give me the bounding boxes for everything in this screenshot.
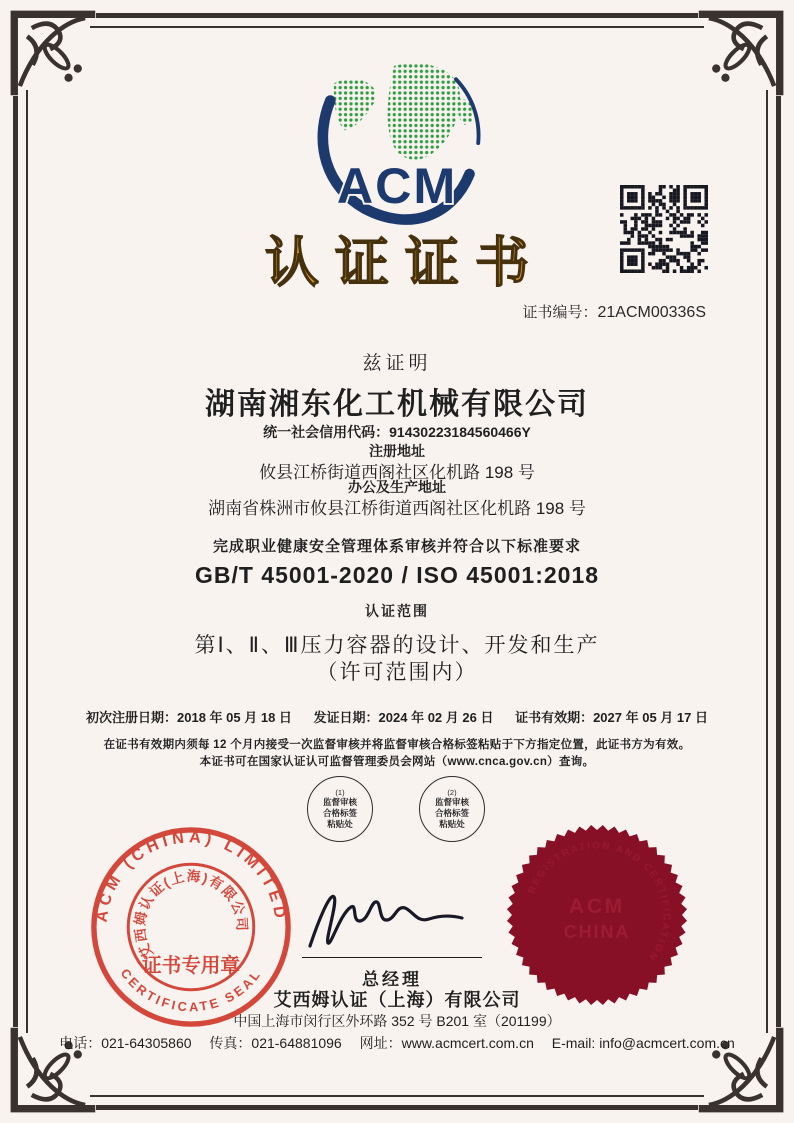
- signature-handwriting: [294, 876, 490, 956]
- emboss-center-line-1: ACM: [568, 895, 626, 919]
- surveillance-sticker-circle-1: [307, 776, 373, 842]
- sticker-line: 监督审核: [434, 797, 469, 808]
- office-address: 湖南省株洲市攸县江桥街道西阁社区化机路 198 号: [208, 499, 586, 518]
- credit-code-line: 统一社会信用代码：91430223184560466Y: [263, 424, 531, 440]
- svg-text:艾西姆认证(上海)有限公司: [119, 855, 253, 961]
- dates-line: [0, 707, 794, 726]
- border-bottom-thin: [90, 1095, 704, 1097]
- statement-line: 兹证明: [362, 353, 432, 374]
- issuer-phone: 电话：021-64305860: [59, 1035, 192, 1051]
- initial-registration-date: 初次注册日期：2018 年 05 月 18 日: [86, 710, 292, 725]
- audit-statement: 完成职业健康安全管理体系审核并符合以下标准要求: [212, 538, 581, 555]
- signature-block: [302, 876, 482, 990]
- logo-acronym: ACM: [336, 158, 458, 214]
- certificate-number: [522, 301, 706, 322]
- scope-line-2: （许可范围内）: [316, 661, 478, 684]
- issuer-website: 网址：www.acmcert.com.cn: [359, 1035, 534, 1051]
- signer-title: 总经理: [362, 970, 422, 989]
- seal-center-text: 证书专用章: [141, 955, 241, 978]
- issuer-email: E-mail: info@acmcert.com.cn: [551, 1035, 735, 1051]
- sticker-line: 粘贴处: [327, 819, 353, 830]
- scope-label: 认证范围: [365, 603, 429, 619]
- certificate-number-value: 21ACM00336S: [597, 304, 706, 321]
- seal-outer-top-text: ACM (CHINA) LIMITED: [92, 828, 290, 924]
- valid-until-date: 证书有效期：2027 年 05 月 17 日: [515, 710, 708, 725]
- office-address-label: 办公及生产地址: [348, 479, 446, 495]
- seal-inner-ring-text: 艾西姆认证(上海)有限公司: [132, 868, 250, 961]
- emboss-ring-text: REGISTRATION AND CERTIFICATION: [526, 840, 672, 964]
- scope-line-1: 第Ⅰ、Ⅱ、Ⅲ压力容器的设计、开发和生产: [194, 634, 600, 657]
- issuer-address: 中国上海市闵行区外环路 352 号 B201 室（201199）: [233, 1013, 561, 1029]
- certified-company-name: 湖南湘东化工机械有限公司: [205, 388, 589, 421]
- certificate-number-label: 证书编号：: [522, 304, 598, 321]
- border-top-thin: [90, 26, 704, 28]
- seal-outer-bottom-text: CERTIFICATE SEAL: [117, 965, 265, 1015]
- sticker-number: (2): [447, 787, 457, 797]
- emboss-center-line-2: CHINA: [563, 921, 631, 942]
- verification-note: 本证书可在国家认证认可监督管理委员会网站（www.cnca.gov.cn）查询。: [199, 756, 595, 768]
- globe-icon: [305, 58, 489, 232]
- border-bottom-thick: [96, 1105, 698, 1110]
- surveillance-sticker-circle-2: [419, 776, 485, 842]
- signature-line: [302, 957, 482, 958]
- registered-address-label: 注册地址: [369, 443, 425, 459]
- issuer-fax: 传真：021-64881096: [209, 1035, 342, 1051]
- issuer-company-name: 艾西姆认证（上海）有限公司: [273, 990, 521, 1010]
- registered-address: 攸县江桥街道西阁社区化机路 198 号: [259, 463, 535, 482]
- sticker-number: (1): [335, 787, 345, 797]
- border-top-thick: [96, 13, 698, 18]
- embossed-seal: [502, 820, 692, 1010]
- issue-date: 发证日期：2024 年 02 月 26 日: [313, 710, 494, 725]
- surveillance-note: 在证书有效期内须每 12 个月内接受一次监督审核并将监督审核合格标签粘贴于下方指定位置，此证书方为有效。: [103, 739, 691, 751]
- sticker-line: 粘贴处: [439, 819, 465, 830]
- sticker-line: 合格标签: [322, 808, 357, 819]
- sticker-line: 合格标签: [434, 808, 469, 819]
- issuer-contact-line: [0, 1033, 794, 1053]
- certificate-title: 认证证书: [265, 233, 545, 293]
- standard-line: GB/T 45001-2020 / ISO 45001:2018: [194, 562, 600, 588]
- sticker-line: 监督审核: [322, 797, 357, 808]
